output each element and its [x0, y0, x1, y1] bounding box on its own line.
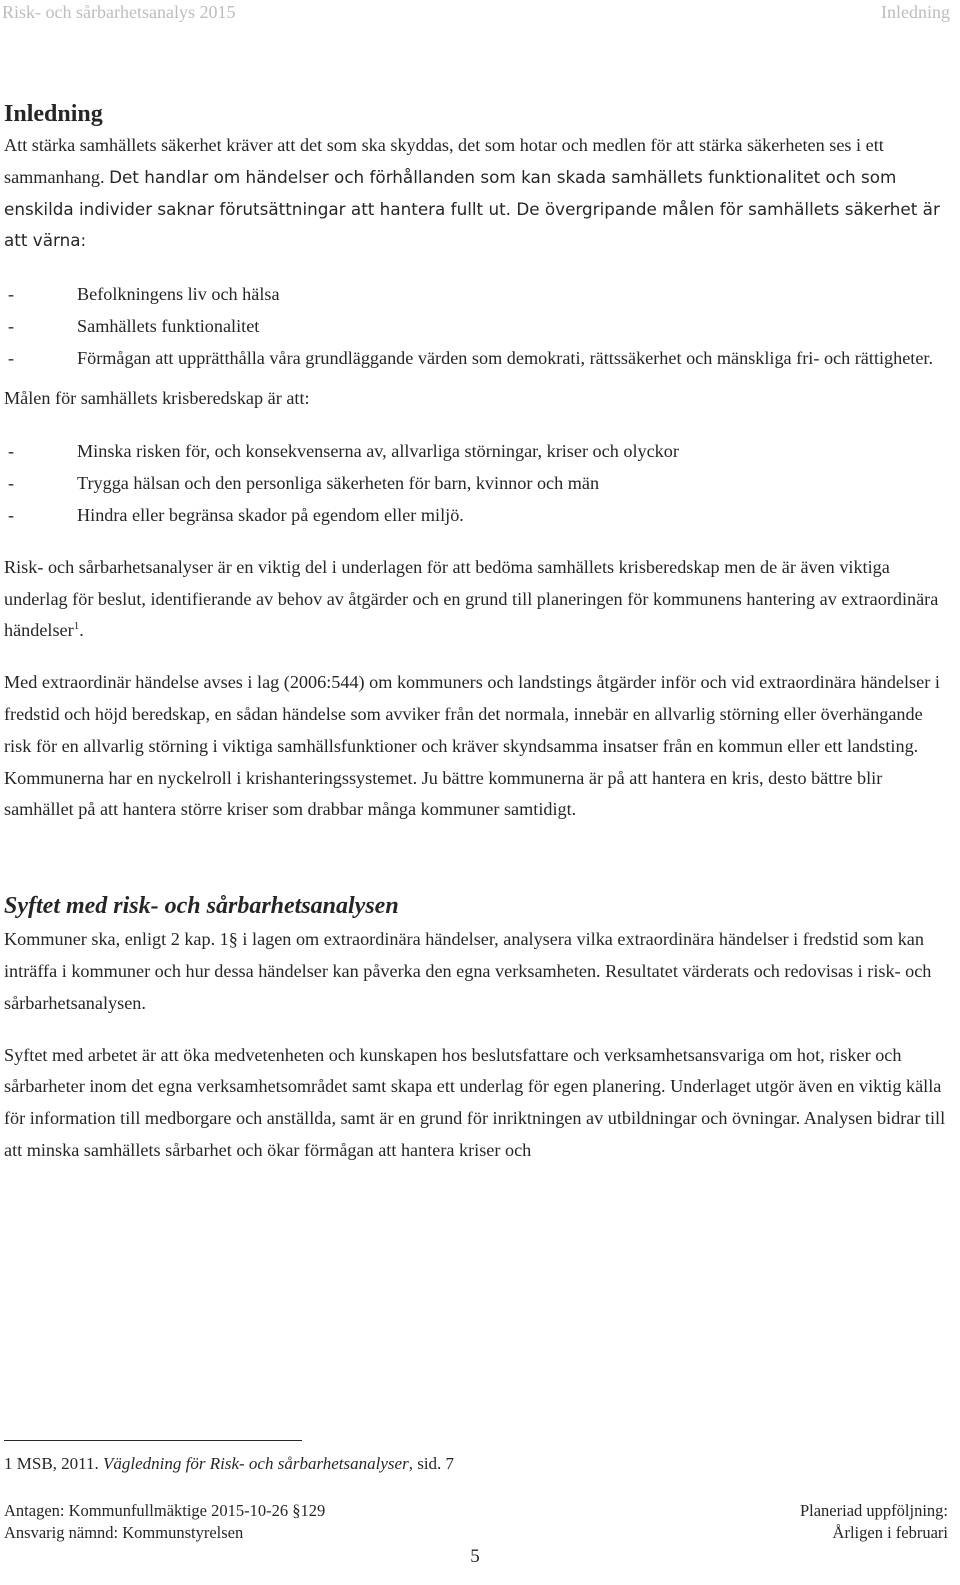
list-item — [4, 468, 948, 500]
spacer — [4, 826, 948, 888]
footnote-reference: 1 — [73, 620, 80, 633]
footnote-suffix: , sid. 7 — [408, 1454, 455, 1473]
safety-goals-list — [4, 279, 948, 374]
footnote-title: Vägledning för Risk- och sårbarhetsanalyser — [103, 1454, 409, 1473]
page-header — [0, 0, 950, 28]
footnote-separator — [4, 1440, 302, 1441]
spacer — [4, 532, 948, 552]
risk-analysis-paragraph — [4, 552, 948, 647]
list-item-text: Minska risken för, och konsekvenserna av, allvarliga störningar, kriser och olyckor — [77, 441, 679, 462]
header-section-title: Inledning — [881, 2, 950, 22]
list-dash: - — [8, 284, 15, 305]
list-item — [4, 311, 948, 343]
risk-analysis-end: . — [79, 620, 84, 641]
footer-followup-value: Årligen i februari — [832, 1523, 948, 1542]
list-dash: - — [8, 473, 15, 494]
list-item — [4, 436, 948, 468]
spacer — [4, 414, 948, 436]
crisis-goals-list — [4, 436, 948, 531]
footer-left — [4, 1500, 325, 1544]
spacer — [4, 647, 948, 667]
list-dash: - — [8, 504, 15, 525]
crisis-goals-intro: Målen för samhällets krisberedskap är att: — [4, 387, 310, 408]
footer-right — [800, 1500, 948, 1544]
footnote-prefix: MSB, 2011. — [16, 1454, 99, 1473]
footer-adopted: Antagen: Kommunfullmäktige 2015-10-26 §129 — [4, 1501, 326, 1520]
list-dash: - — [8, 315, 15, 336]
list-item — [4, 500, 948, 532]
intro-text-sans: Det handlar om händelser och förhållanden som kan skada samhällets funktionalitet och som enskilda individer saknar förutsättningar att hantera fullt ut. De övergripande målen för samhällets säkerhet är att värna: — [4, 166, 940, 251]
list-dash: - — [8, 441, 15, 462]
spacer — [4, 375, 948, 383]
intro-text-serif: Att stärka samhällets säkerhet kräver att det som ska skyddas, det som hotar och medlen för att stärka säkerheten ses i ett sammanhang. — [4, 135, 884, 187]
page-number: 5 — [470, 1546, 480, 1567]
section-heading-syftet: Syftet med risk- och sårbarhetsanalysen — [4, 893, 399, 920]
page-content — [4, 98, 948, 1167]
risk-analysis-text: Risk- och sårbarhetsanalyser är en viktig del i underlagen för att bedöma samhällets krisberedskap men de är även viktiga underlag för beslut, identifierande av behov av åtgärder och en grund till planeringen för kommunens hantering av extraordinära händelser — [4, 556, 939, 641]
list-item-text: Trygga hälsan och den personliga säkerheten för barn, kvinnor och män — [77, 473, 600, 494]
list-item — [4, 279, 948, 311]
purpose-paragraph-2: Syftet med arbetet är att öka medvetenheten och kunskapen hos beslutsfattare och verksamhetsansvariga om hot, risker och sårbarheter inom det egna verksamhetsområdet samt skapa ett underlag för egen planering. Underlaget utgör även en viktig källa för information till medborgare och anställda, samt är en grund för inriktningen av utbildningar och övningar. Analysen bidrar till att minska samhällets sårbarhet och ökar förmågan att hantera kriser och — [4, 1044, 946, 1160]
list-item-text: Förmågan att upprätthålla våra grundläggande värden som demokrati, rättssäkerhet och mänskliga fri- och rättigheter. — [77, 347, 934, 368]
footnote-number: 1 — [4, 1454, 13, 1473]
list-dash: - — [8, 347, 15, 368]
list-item-text: Befolkningens liv och hälsa — [77, 284, 280, 305]
list-item-text: Samhällets funktionalitet — [77, 315, 260, 336]
purpose-paragraph-1: Kommuner ska, enligt 2 kap. 1§ i lagen om extraordinära händelser, analysera vilka extraordinära händelser i fredstid som kan inträffa i kommuner och hur dessa händelser kan påverka den egna verksamheten. Resultatet värderats och redovisas i risk- och sårbarhetsanalysen. — [4, 929, 932, 1013]
list-item-text: Hindra eller begränsa skador på egendom eller miljö. — [77, 504, 464, 525]
header-document-title: Risk- och sårbarhetsanalys 2015 — [2, 2, 236, 22]
footnote — [4, 1452, 454, 1476]
intro-paragraph — [4, 130, 948, 257]
footer-followup-label: Planeriad uppföljning: — [799, 1501, 948, 1520]
extraordinary-event-paragraph: Med extraordinär händelse avses i lag (2006:544) om kommuners och landstings åtgärder inför och vid extraordinära händelser i fredstid och höjd beredskap, en sådan händelse som avviker från det normala, innebär en allvarlig störning eller överhängande risk för en allvarlig störning i viktiga samhällsfunktioner och kräver skyndsamma insatser från en kommun eller ett landsting. Kommunerna har en nyckelroll i krishanteringssystemet. Ju bättre kommunerna är på att hantera en kris, desto bättre blir samhället på att hantera större kriser som drabbar många kommuner samtidigt. — [4, 672, 940, 820]
spacer — [4, 257, 948, 279]
footer-responsible-board: Ansvarig nämnd: Kommunstyrelsen — [4, 1523, 244, 1542]
list-item — [4, 343, 948, 375]
section-heading-inledning: Inledning — [4, 101, 103, 127]
spacer — [4, 1020, 948, 1040]
